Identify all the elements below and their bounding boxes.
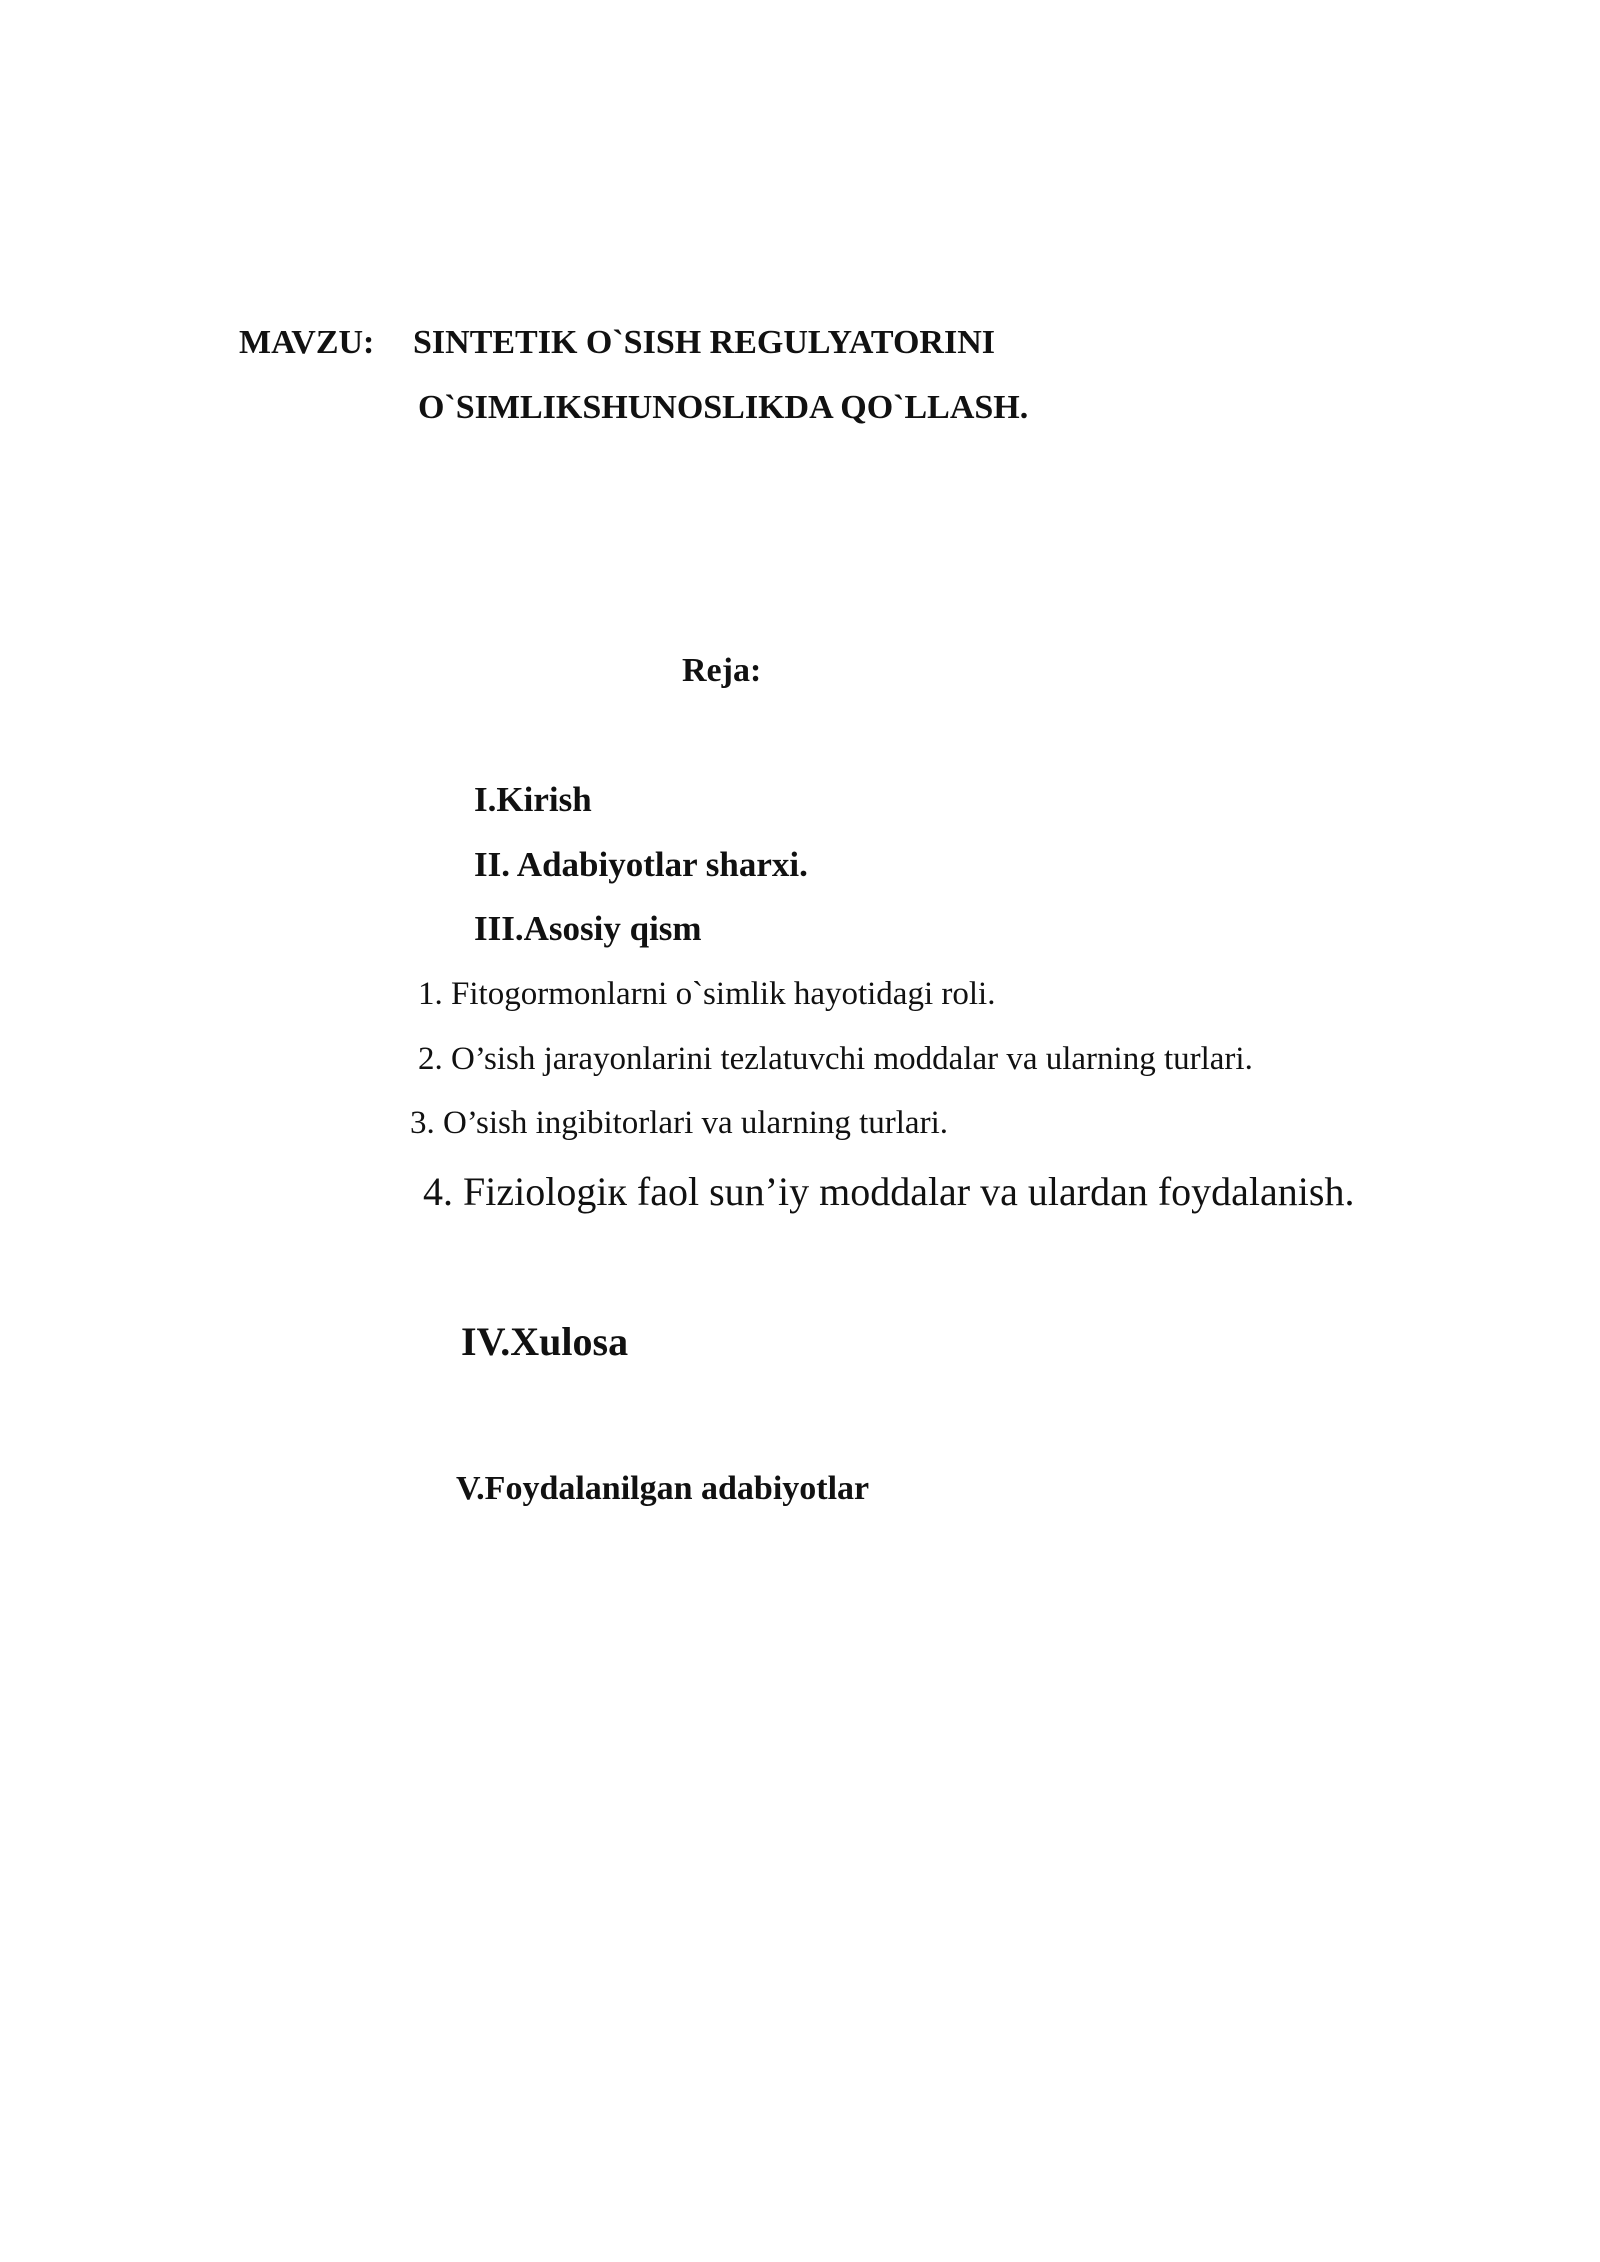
plan-heading: Reja: [682, 652, 762, 689]
plan-item-introduction: I.Kirish [474, 780, 592, 819]
plan-item-references: V.Foydalanilgan adabiyotlar [456, 1470, 870, 1507]
title-line-2: O`SIMLIKSHUNOSLIKDA QO`LLASH. [418, 389, 1029, 426]
plan-sub-item: 3. O’sish ingibitorlari va ularning turlari. [410, 1105, 948, 1141]
plan-sub-item: 4. Fiziologiк faol sun’iy moddalar va ulardan foydalanish. [423, 1169, 1355, 1214]
plan-item-main-part: III.Asosiy qism [474, 909, 702, 948]
plan-sub-item: 1. Fitogormonlarni o`simlik hayotidagi roli. [418, 976, 996, 1012]
plan-item-conclusion: IV.Xulosa [461, 1319, 629, 1364]
plan-item-literature-review: II. Adabiyotlar sharxi. [474, 845, 808, 884]
topic-label: MAVZU: [239, 324, 375, 361]
plan-sub-item: 2. O’sish jarayonlarini tezlatuvchi moddalar va ularning turlari. [418, 1041, 1253, 1077]
title-line-1: SINTETIK O`SISH REGULYATORINI [413, 324, 996, 361]
